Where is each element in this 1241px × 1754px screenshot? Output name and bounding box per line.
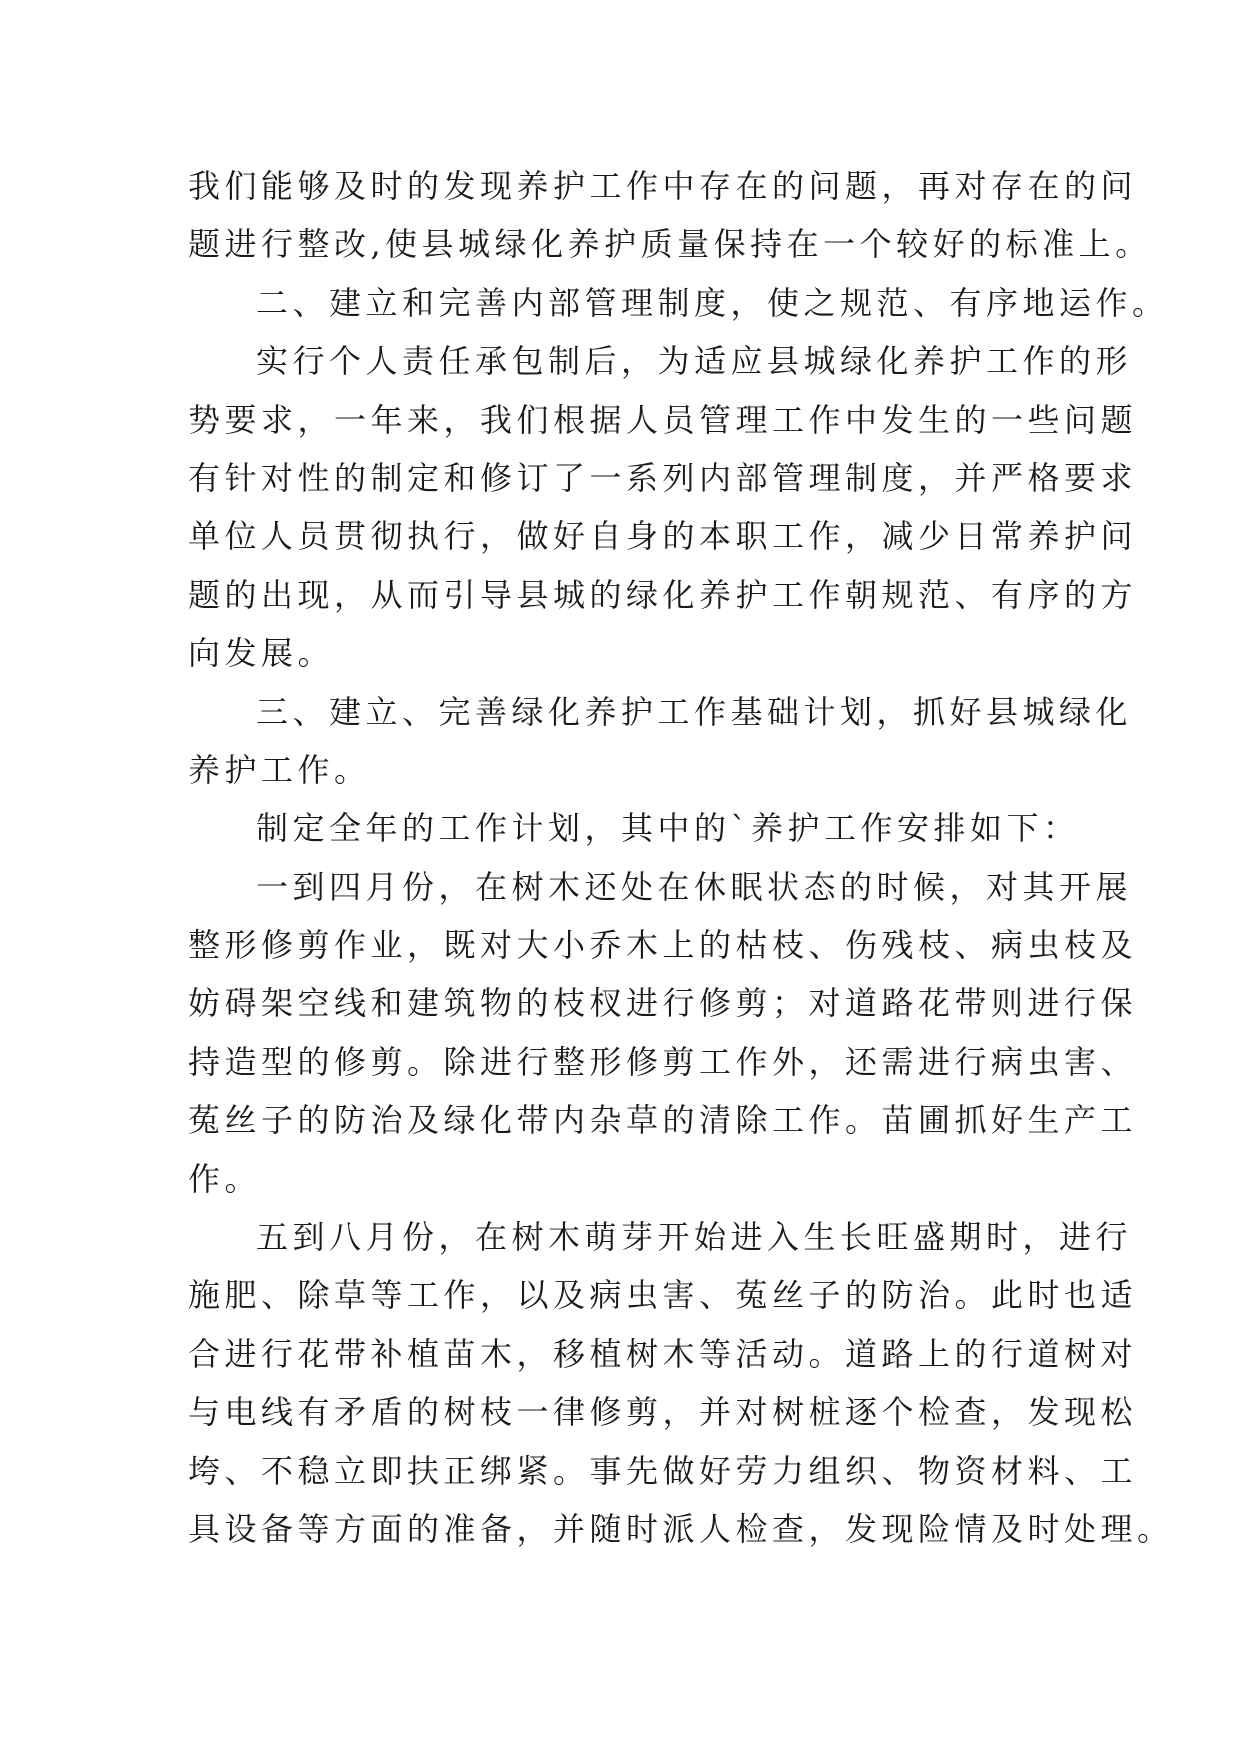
text-line: 实行个人责任承包制后，为适应县城绿化养护工作的形 [256,342,1133,381]
text-line: 整形修剪作业，既对大小乔木上的枯枝、伤残枝、病虫枝及 [188,926,1138,965]
text-line: 与电线有矛盾的树枝一律修剪，并对树桩逐个检查，发现松 [188,1393,1138,1432]
text-line: 具设备等方面的准备，并随时派人检查，发现险情及时处理。 [188,1509,1174,1548]
document-body [188,157,1174,1558]
text-line: 施肥、除草等工作，以及病虫害、菟丝子的防治。此时也适 [188,1276,1138,1315]
text-line: 持造型的修剪。除进行整形修剪工作外，还需进行病虫害、 [188,1042,1138,1081]
text-line: 养护工作。 [188,750,371,789]
text-line: 合进行花带补植苗木，移植树木等活动。道路上的行道树对 [188,1334,1138,1373]
text-line: 二、建立和完善内部管理制度，使之规范、有序地运作。 [256,283,1169,322]
text-line: 我们能够及时的发现养护工作中存在的问题，再对存在的问 [188,167,1138,205]
text-line: 垮、不稳立即扶正绑紧。事先做好劳力组织、物资材料、工 [188,1451,1138,1490]
text-line: 有针对性的制定和修订了一系列内部管理制度，并严格要求 [188,458,1138,497]
text-line: 五到八月份，在树木萌芽开始进入生长旺盛期时，进行 [256,1218,1133,1257]
text-line: 一到四月份，在树木还处在休眠状态的时候，对其开展 [256,867,1133,906]
text-line: 三、建立、完善绿化养护工作基础计划，抓好县城绿化 [256,692,1133,731]
text-line: 题进行整改,使县城绿化养护质量保持在一个较好的标准上。 [188,225,1152,264]
text-line: 妨碍架空线和建筑物的枝杈进行修剪；对道路花带则进行保 [188,984,1138,1023]
text-line: 向发展。 [188,634,335,673]
text-line: 势要求，一年来，我们根据人员管理工作中发生的一些问题 [188,400,1138,439]
text-line: 制定全年的工作计划，其中的`养护工作安排如下： [256,809,1080,848]
text-line: 单位人员贯彻执行，做好自身的本职工作，减少日常养护问 [188,517,1138,556]
text-line: 题的出现，从而引导县城的绿化养护工作朝规范、有序的方 [188,575,1138,614]
text-line: 菟丝子的防治及绿化带内杂草的清除工作。苗圃抓好生产工 [188,1101,1138,1140]
text-line: 作。 [188,1159,262,1198]
